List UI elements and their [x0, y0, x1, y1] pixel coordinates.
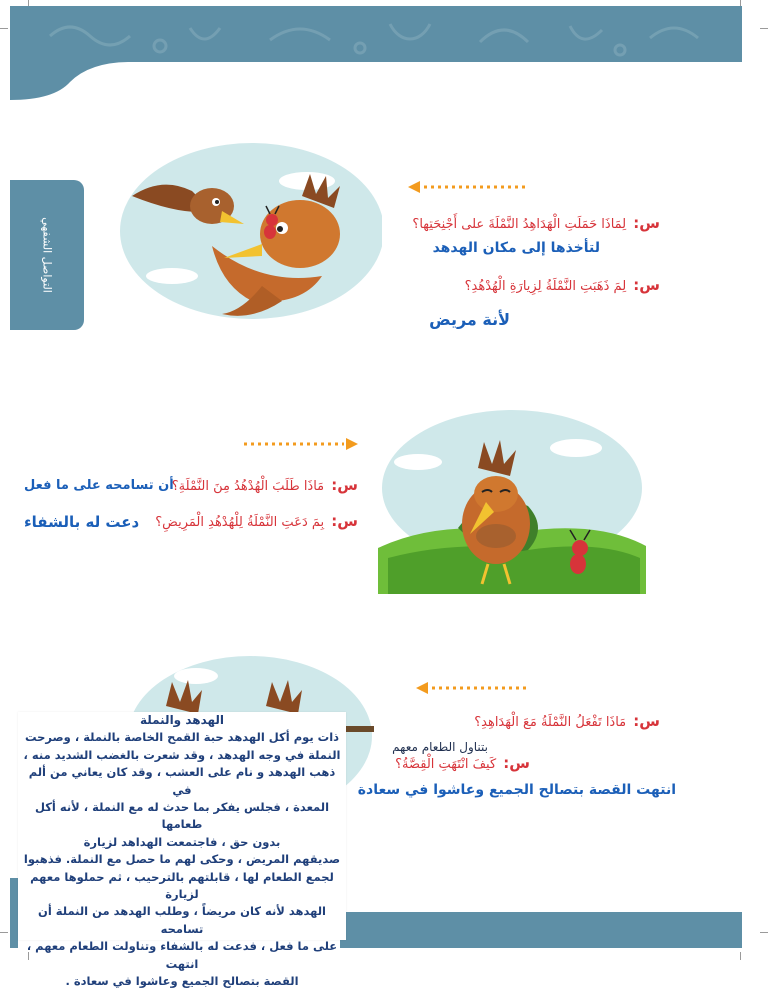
answer-1-1: لتأخذها إلى مكان الهدهد	[432, 240, 600, 256]
question-text: مَاذَا طَلَبَ الْهُدْهُدُ مِنَ النَّمْلَةِ؟	[171, 479, 325, 494]
arrow-left-icon	[416, 682, 528, 694]
question-1-2	[465, 276, 660, 294]
story-line: صديقهم المريض ، وحكى لهم ما حصل مع النملة. فذهبوا	[23, 852, 341, 867]
footer-band-left	[10, 878, 18, 948]
story-title: الهدهد والنملة	[139, 713, 225, 727]
story-line: النملة في وجه الهدهد ، وقد شعرت بالغضب الشديد منه ،	[23, 747, 341, 762]
crop-mark	[740, 952, 741, 960]
question-marker: س:	[633, 712, 660, 730]
story-line: بدون حق ، فاجتمعت الهداهد لزيارة	[83, 834, 281, 849]
answer-2-2: دعت له بالشفاء	[24, 513, 140, 531]
answer-2-1: أن تسامحه على ما فعل	[24, 478, 174, 493]
question-marker: س:	[503, 754, 530, 772]
question-marker: س:	[633, 214, 660, 232]
question-text: مَاذَا تَفْعَلُ النَّمْلَةُ مَعَ الْهَدَاهِدِ؟	[474, 715, 627, 730]
question-marker: س:	[331, 512, 358, 530]
illustration-sick-hoopoe	[378, 408, 646, 594]
crop-mark	[760, 28, 768, 29]
crop-mark	[0, 932, 8, 933]
illustration-birds-carrying-ant	[112, 136, 382, 326]
question-marker: س:	[331, 476, 358, 494]
question-text: لِمَاذَا حَمَلَتِ الْهَدَاهِدُ النَّمْلَةَ على أَجْنِحَتِها؟	[412, 217, 627, 232]
header-banner	[10, 6, 742, 100]
story-line: على ما فعل ، فدعت له بالشفاء وتناولت الطعام معهم ، انتهت	[26, 939, 338, 971]
answer-3-2: انتهت القصة بتصالح الجميع وعاشوا في سعادة	[357, 782, 676, 798]
question-2-1	[172, 476, 358, 494]
story-line: القصة بتصالح الجميع وعاشوا في سعادة .	[65, 974, 299, 989]
crop-mark	[760, 932, 768, 933]
question-3-1	[474, 712, 660, 730]
question-3-2	[395, 754, 530, 772]
story-line: الهدهد لأنه كان مريضاً ، وطلب الهدهد من النملة أن تسامحه	[38, 904, 326, 936]
story-line: المعدة ، فجلس يفكر بما حدث له مع النملة ، لأنه أكل طعامها	[34, 800, 330, 832]
question-text: لِمَ ذَهَبَتِ النَّمْلَةُ لِزِيارَةِ الْهُدْهُدِ؟	[464, 279, 627, 294]
question-marker: س:	[633, 276, 660, 294]
arrow-right-icon	[244, 438, 358, 450]
question-2-2	[155, 512, 358, 530]
question-text: بِمَ دَعَتِ النَّمْلَةُ لِلْهُدْهُدِ الْمَرِيضِ؟	[155, 515, 325, 530]
footer-band	[340, 912, 742, 948]
side-tab-label: التواصل الشفهي	[40, 217, 54, 293]
arrow-left-icon	[408, 181, 526, 193]
story-line: ذهب الهدهد و نام على العشب ، وقد كان يعاني من ألم في	[28, 765, 336, 797]
answer-3-1: بتناول الطعام معهم	[392, 740, 488, 754]
answer-1-2: لأنة مريض	[429, 310, 510, 329]
story-line: لجمع الطعام لها ، قابلتهم بالترحيب ، ثم حملوها معهم لزيارة	[30, 869, 334, 902]
question-text: كَيفَ انْتَهَتِ الْقِصَّةُ؟	[395, 757, 497, 772]
question-1-1	[412, 214, 660, 232]
story-box	[18, 712, 346, 989]
story-line: ذات يوم أكل الهدهد حبة القمح الخاصة بالنملة ، وصرحت	[24, 730, 340, 745]
crop-mark	[0, 28, 8, 29]
side-tab	[10, 180, 84, 330]
